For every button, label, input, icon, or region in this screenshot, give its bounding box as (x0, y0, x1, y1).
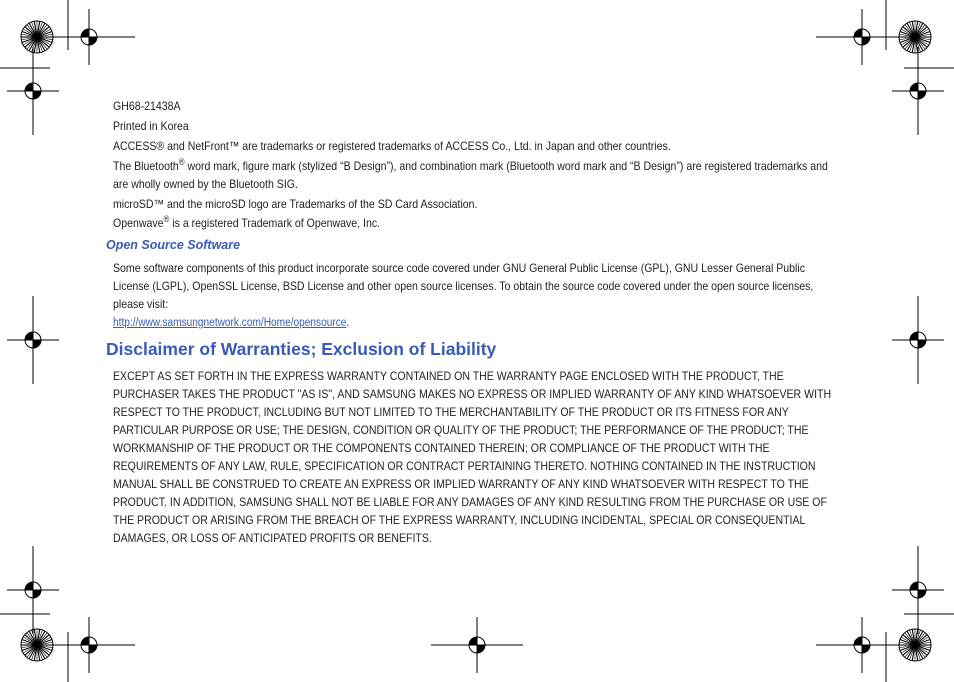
link-suffix: . (346, 317, 350, 329)
registered-mark: ® (178, 157, 185, 167)
registered-mark: ® (163, 214, 170, 224)
disclaimer-heading: Disclaimer of Warranties; Exclusion of Liability (106, 339, 497, 359)
openwave-suffix: is a registered Trademark of Openwave, Inc. (169, 216, 381, 230)
access-trademark-text: ACCESS® and NetFront™ are trademarks or registered trademarks of ACCESS Co., Ltd. in Japan and other countries. (113, 139, 671, 153)
bluetooth-suffix: word mark, figure mark (stylized “B Design”), and combination mark (Bluetooth word mark and “B Design”) are registered trademarks and are wholly owned by the Bluetooth SIG. (113, 159, 828, 191)
printed-in-text: Printed in Korea (113, 119, 189, 133)
microsd-trademark-text: microSD™ and the microSD logo are Trademarks of the SD Card Association. (113, 197, 478, 211)
openwave-trademark-text (113, 214, 838, 232)
open-source-link-line (113, 314, 838, 332)
bluetooth-trademark-text (113, 157, 838, 193)
open-source-heading: Open Source Software (106, 238, 241, 252)
open-source-body: Some software components of this product incorporate source code covered under GNU General Public License (GPL), GNU Lesser General Public License (LGPL), OpenSSL License, BSD License and other open source licenses. To obtain the source code covered under the open source licenses, please visit: (113, 261, 814, 311)
disclaimer-body: EXCEPT AS SET FORTH IN THE EXPRESS WARRANTY CONTAINED ON THE WARRANTY PAGE ENCLOSED WITH THE PRODUCT, THE PURCHASER TAKES THE PRODUCT "AS IS", AND SAMSUNG MAKES NO EXPRESS OR IMPLIED WARRANTY OF ANY KIND WHATSOEVER WITH RESPECT TO THE PRODUCT, INCLUDING BUT NOT LIMITED TO THE MERCHANTABILITY OF THE PRODUCT OR ITS FITNESS FOR ANY PARTICULAR PURPOSE OR USE; THE DESIGN, CONDITION OR QUALITY OF THE PRODUCT; THE PERFORMANCE OF THE PRODUCT; THE WORKMANSHIP OF THE PRODUCT OR THE COMPONENTS CONTAINED THEREIN; OR COMPLIANCE OF THE PRODUCT WITH THE REQUIREMENTS OF ANY LAW, RULE, SPECIFICATION OR CONTRACT PERTAINING THERETO. NOTHING CONTAINED IN THE INSTRUCTION MANUAL SHALL BE CONSTRUED TO CREATE AN EXPRESS OR IMPLIED WARRANTY OF ANY KIND WHATSOEVER WITH RESPECT TO THE PRODUCT. IN ADDITION, SAMSUNG SHALL NOT BE LIABLE FOR ANY DAMAGES OF ANY KIND RESULTING FROM THE PURCHASE OR USE OF THE PRODUCT OR ARISING FROM THE BREACH OF THE EXPRESS WARRANTY, INCLUDING INCIDENTAL, SPECIAL OR CONSEQUENTIAL DAMAGES, OR LOSS OF ANTICIPATED PROFITS OR BENEFITS. (113, 369, 832, 545)
part-number: GH68-21438A (113, 99, 181, 113)
open-source-link[interactable]: http://www.samsungnetwork.com/Home/opensource (113, 317, 347, 329)
bluetooth-prefix: The Bluetooth (113, 159, 179, 173)
openwave-prefix: Openwave (113, 216, 164, 230)
